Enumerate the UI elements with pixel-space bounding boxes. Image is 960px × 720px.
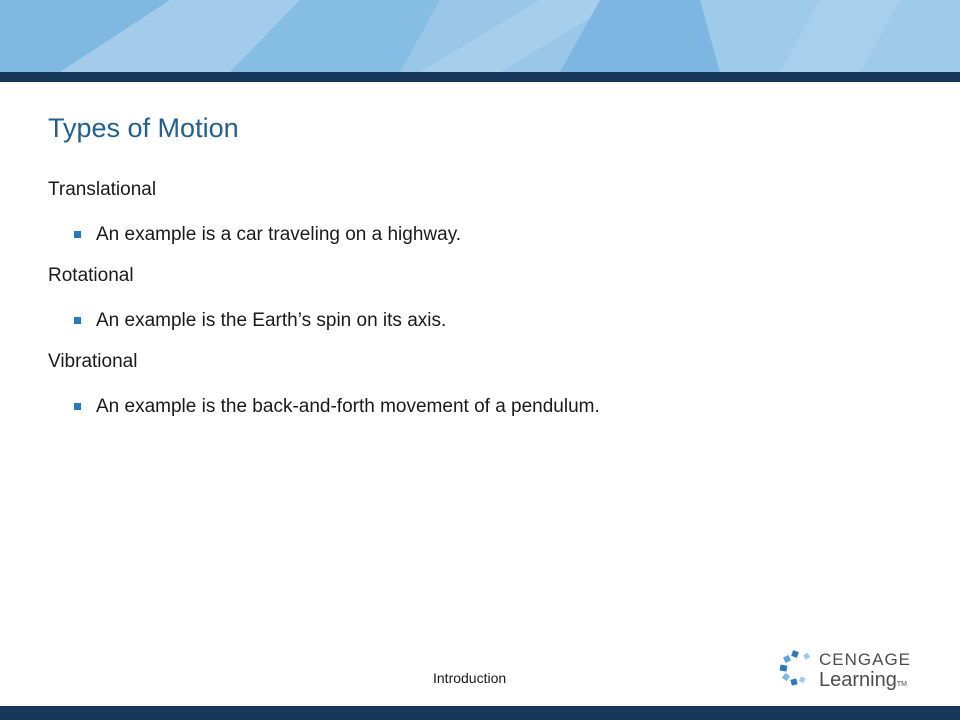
- motion-example-bullet: [48, 306, 908, 336]
- motion-type-heading: Translational: [48, 179, 157, 200]
- motion-example-bullet: [48, 220, 908, 250]
- slide-content: [48, 176, 908, 434]
- motion-type-heading: Rotational: [48, 265, 134, 286]
- square-bullet-icon: [74, 403, 81, 410]
- motion-example-bullet: [48, 392, 908, 422]
- bullet-text: An example is the Earth’s spin on its axis.: [96, 310, 447, 331]
- motion-type-heading: Vibrational: [48, 351, 138, 372]
- square-bullet-icon: [74, 317, 81, 324]
- slide-title: Types of Motion: [48, 113, 239, 143]
- square-bullet-icon: [74, 231, 81, 238]
- logo-wordmark-bottom: Learning™: [819, 669, 907, 691]
- header-rule: [0, 72, 960, 82]
- header-banner: [0, 0, 960, 72]
- footer-rule: [0, 706, 960, 720]
- logo-wordmark-top: CENGAGE: [819, 650, 912, 669]
- cengage-burst-icon: [778, 648, 816, 692]
- bullet-text: An example is a car traveling on a highway.: [96, 224, 462, 245]
- footer-label: Introduction: [433, 670, 507, 686]
- cengage-learning-logo: [778, 648, 928, 692]
- bullet-text: An example is the back-and-forth movement of a pendulum.: [96, 396, 600, 417]
